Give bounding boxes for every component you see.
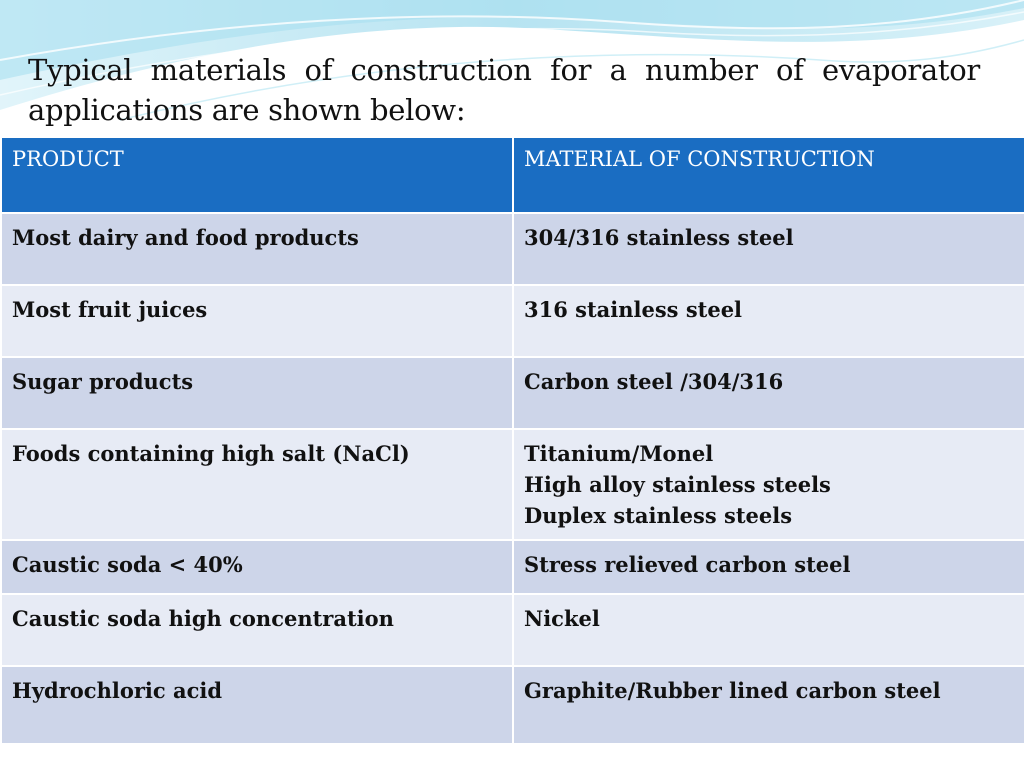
material-line: Stress relieved carbon steel [524,552,851,577]
material-cell [513,666,1024,744]
table-row [1,594,1024,666]
product-cell: Sugar products [1,357,513,429]
material-cell [513,285,1024,357]
table-row [1,357,1024,429]
slide-heading: Typical materials of construction for a number of evaporator applications are shown below: [28,53,980,127]
table-row [1,285,1024,357]
product-cell: Caustic soda < 40% [1,540,513,594]
material-line: Titanium/Monel [524,441,714,466]
material-cell [513,429,1024,540]
table-row [1,213,1024,285]
header-material: MATERIAL OF CONSTRUCTION [513,137,1024,213]
material-cell [513,357,1024,429]
material-line: Graphite/Rubber lined carbon steel [524,678,941,703]
product-cell: Most fruit juices [1,285,513,357]
material-cell [513,213,1024,285]
material-line: 316 stainless steel [524,297,743,322]
material-line: Nickel [524,606,600,631]
product-cell: Most dairy and food products [1,213,513,285]
product-cell: Caustic soda high concentration [1,594,513,666]
table-row [1,429,1024,540]
materials-table [0,136,1024,745]
material-line: Duplex stainless steels [524,503,793,528]
product-cell: Foods containing high salt (NaCl) [1,429,513,540]
material-line: 304/316 stainless steel [524,225,794,250]
material-line: High alloy stainless steels [524,472,831,497]
product-cell: Hydrochloric acid [1,666,513,744]
material-cell [513,594,1024,666]
material-cell [513,540,1024,594]
table-header-row [1,137,1024,213]
table-row [1,540,1024,594]
table-row [1,666,1024,744]
header-product: PRODUCT [1,137,513,213]
material-line: Carbon steel /304/316 [524,369,784,394]
